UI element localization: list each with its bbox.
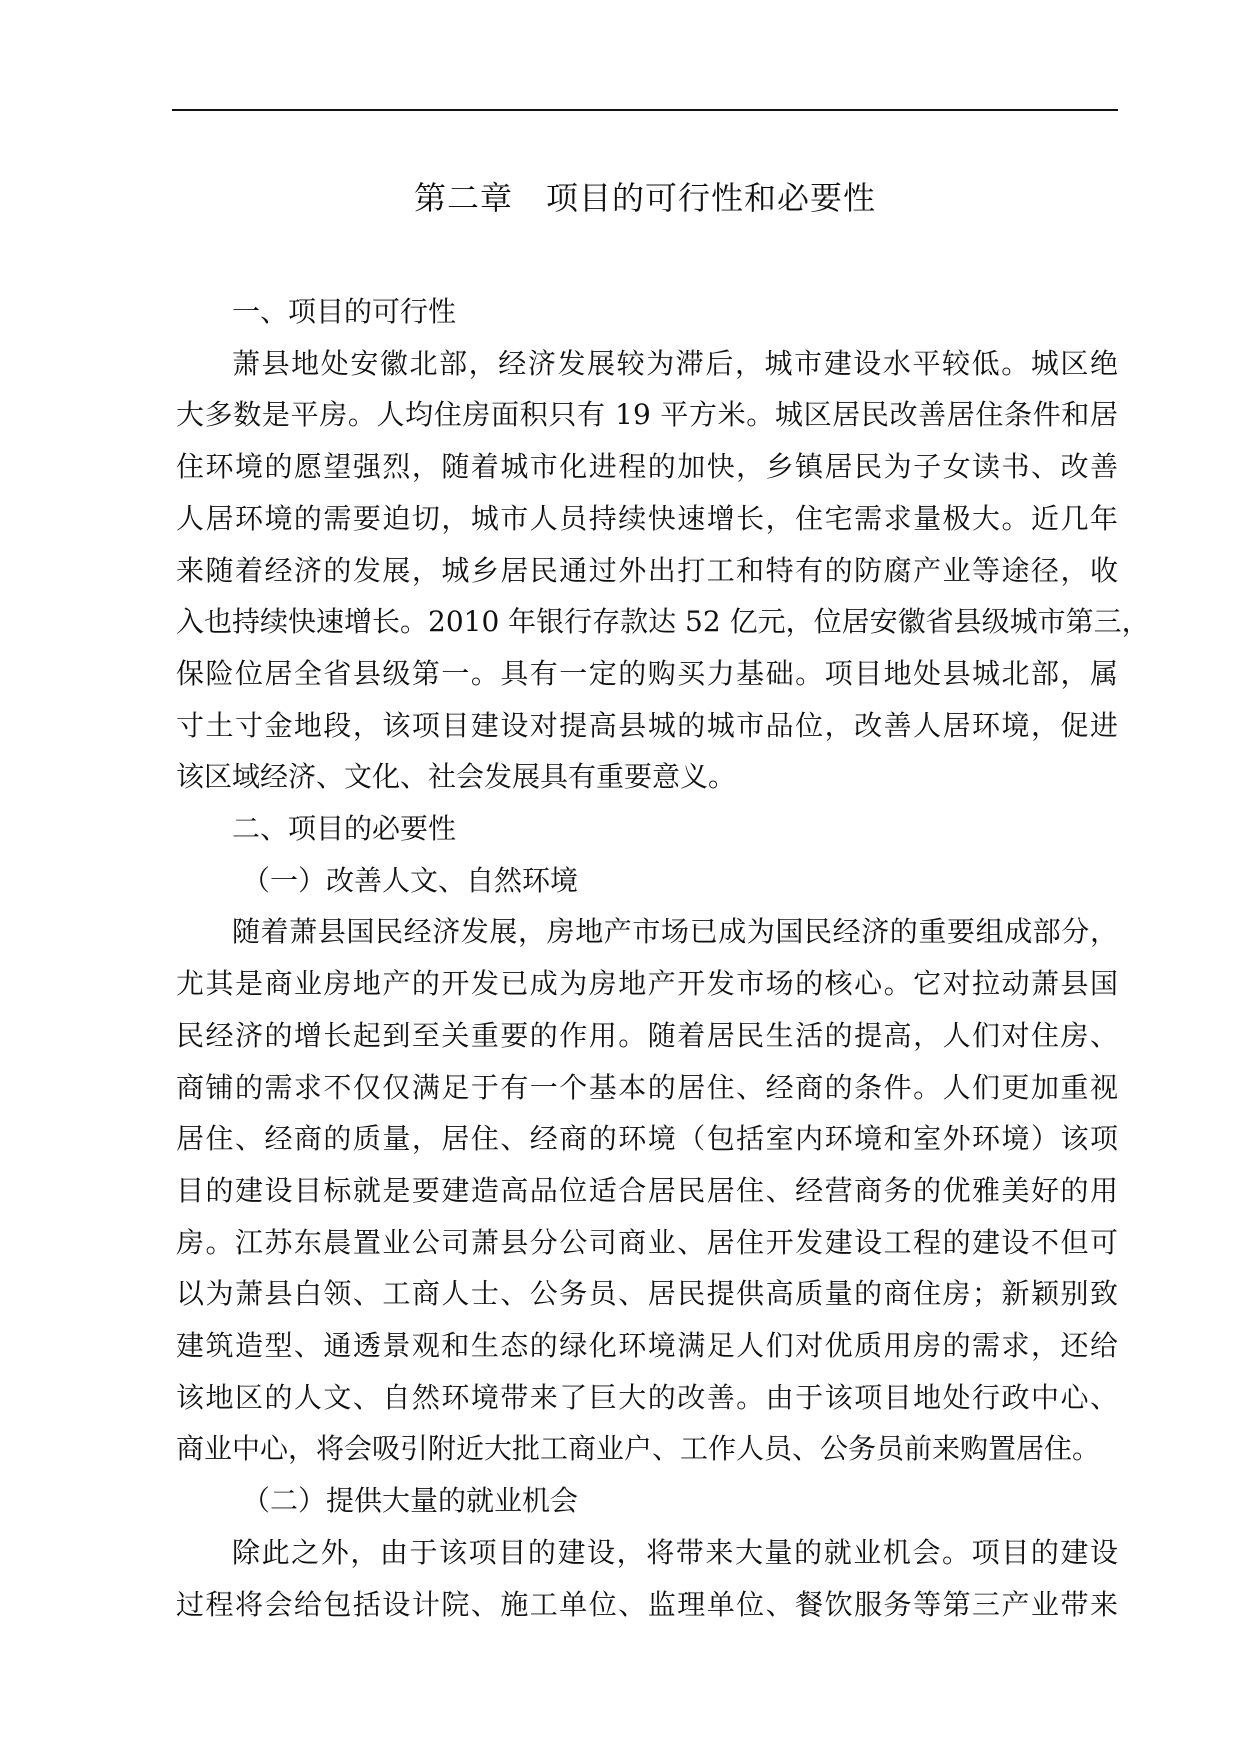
- paragraph-line: 萧县地处安徽北部，经济发展较为滞后，城市建设水平较低。城区绝: [232, 346, 1118, 380]
- paragraph-line: 尤其是商业房地产的开发已成为房地产开发市场的核心。它对拉动萧县国: [176, 967, 1118, 1001]
- paragraph-line: 入也持续快速增长。2010 年银行存款达 52 亿元，位居安徽省县级城市第三，: [176, 605, 1150, 639]
- paragraph-line: 该地区的人文、自然环境带来了巨大的改善。由于该项目地处行政中心、: [176, 1380, 1118, 1414]
- paragraph-line: 民经济的增长起到至关重要的作用。随着居民生活的提高，人们对住房、: [176, 1018, 1118, 1052]
- paragraph-line: 人居环境的需要迫切，城市人员持续快速增长，住宅需求量极大。近几年: [176, 501, 1118, 535]
- paragraph-line: 住环境的愿望强烈，随着城市化进程的加快，乡镇居民为子女读书、改善: [176, 450, 1118, 484]
- paragraph-employment: [176, 1527, 1118, 1630]
- section-heading-feasibility: 一、项目的可行性: [232, 295, 457, 328]
- paragraph-line: 商业中心，将会吸引附近大批工商业户、工作人员、公务员前来购置居住。: [176, 1432, 1101, 1466]
- paragraph-line: 寸土寸金地段，该项目建设对提高县城的城市品位，改善人居环境，促进: [176, 708, 1118, 742]
- paragraph-line: 房。江苏东晨置业公司萧县分公司商业、居住开发建设工程的建设不但可: [176, 1225, 1118, 1259]
- paragraph-line: 大多数是平房。人均住房面积只有 19 平方米。城区居民改善居住条件和居: [176, 398, 1118, 432]
- section-heading-necessity: 二、项目的必要性: [232, 812, 457, 846]
- paragraph-line: 除此之外，由于该项目的建设，将带来大量的就业机会。项目的建设: [232, 1535, 1118, 1569]
- paragraph-line: 保险位居全省县级第一。具有一定的购买力基础。项目地处县城北部，属: [176, 656, 1118, 690]
- paragraph-line: 随着萧县国民经济发展，房地产市场已成为国民经济的重要组成部分，: [232, 915, 1118, 949]
- paragraph-line: 商铺的需求不仅仅满足于有一个基本的居住、经商的条件。人们更加重视: [176, 1070, 1118, 1104]
- paragraph-line: 该区域经济、文化、社会发展具有重要意义。: [176, 760, 737, 794]
- paragraph-line: 居住、经商的质量，居住、经商的环境（包括室内环境和室外环境）该项: [176, 1122, 1118, 1156]
- paragraph-line: 建筑造型、通透景观和生态的绿化环境满足人们对优质用房的需求，还给: [176, 1329, 1118, 1363]
- chapter-title: 第二章 项目的可行性和必要性: [413, 179, 876, 217]
- paragraph-line: 来随着经济的发展，城乡居民通过外出打工和特有的防腐产业等途径，收: [176, 553, 1118, 587]
- header-rule: [172, 109, 1118, 111]
- paragraph-environment: [176, 906, 1118, 1475]
- paragraph-feasibility: [176, 338, 1150, 803]
- paragraph-line: 以为萧县白领、工商人士、公务员、居民提供高质量的商住房；新颖别致: [176, 1277, 1118, 1311]
- paragraph-line: 目的建设目标就是要建造高品位适合居民居住、经营商务的优雅美好的用: [176, 1173, 1118, 1207]
- document-body: [176, 286, 1150, 1630]
- subsection-heading-employment: （二）提供大量的就业机会: [242, 1484, 579, 1518]
- subsection-heading-environment: （一）改善人文、自然环境: [242, 863, 579, 897]
- paragraph-line: 过程将会给包括设计院、施工单位、监理单位、餐饮服务等第三产业带来: [176, 1587, 1118, 1621]
